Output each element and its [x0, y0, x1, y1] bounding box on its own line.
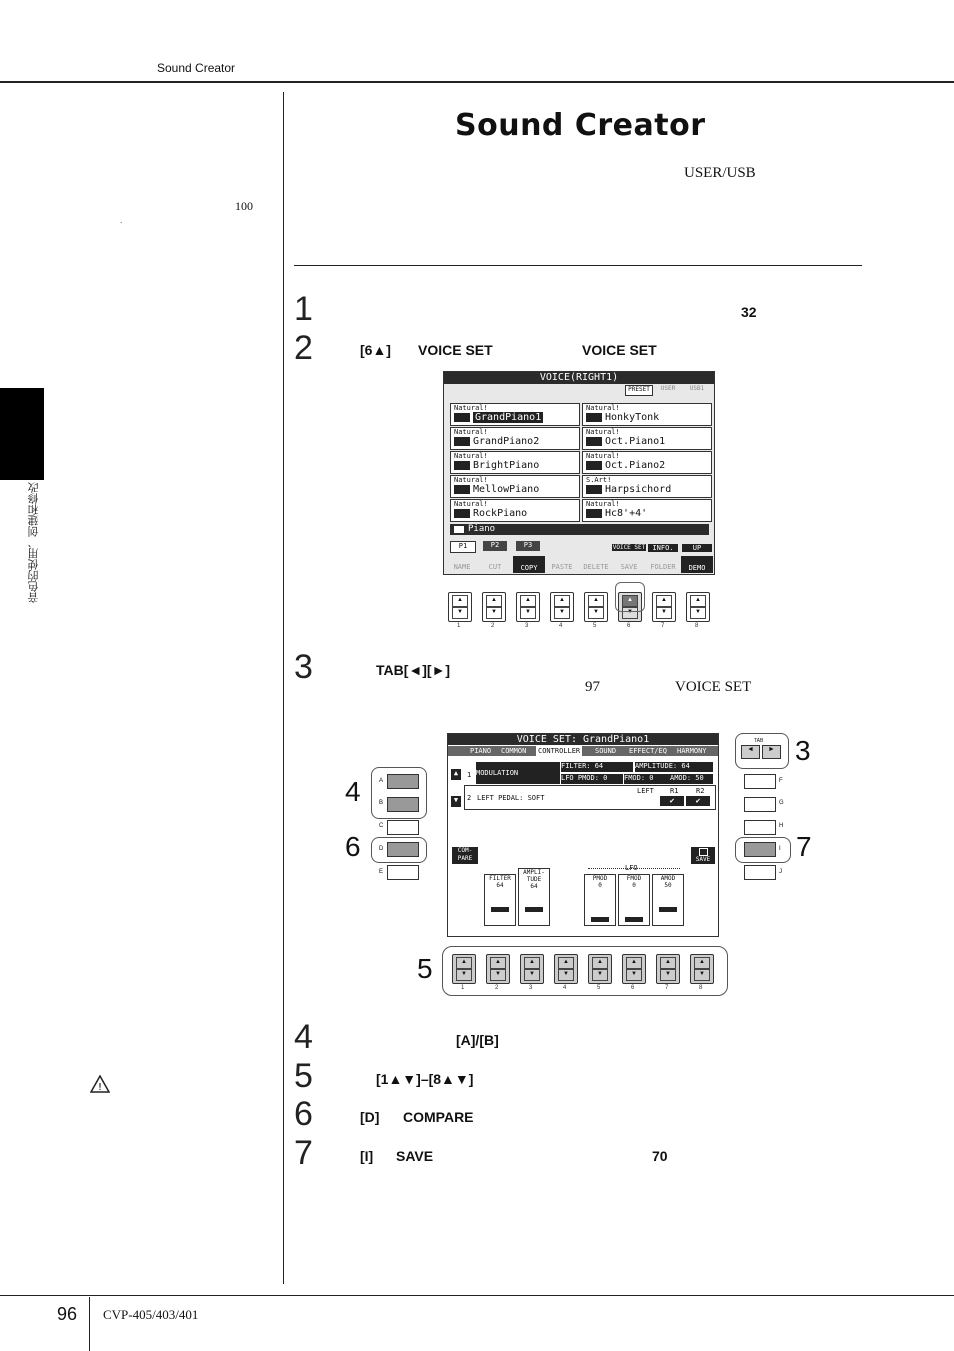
- button-label: 7: [665, 985, 669, 991]
- voice-item[interactable]: Natural! Oct.Piano2: [582, 451, 712, 474]
- step-2-number: 2: [294, 329, 313, 367]
- check-icon[interactable]: ✔: [686, 796, 710, 806]
- side-label: G: [779, 800, 784, 806]
- button-8[interactable]: ▲ ▼: [686, 592, 710, 622]
- button-label: 8: [699, 985, 703, 991]
- harpsichord-icon: [586, 509, 602, 518]
- side-tab-chapter: 音色的使用、创建和修改: [28, 482, 40, 603]
- piano-icon: [454, 485, 470, 494]
- voice-select-screen: [443, 371, 715, 575]
- piano-icon: [454, 509, 470, 518]
- button-label: 6: [627, 623, 631, 629]
- func-demo[interactable]: DEMO: [681, 556, 713, 573]
- callout-5: 5: [417, 953, 433, 984]
- voice-set-screen: [447, 733, 719, 937]
- side-tab-block: [0, 388, 44, 480]
- voice-item[interactable]: Natural! MellowPiano: [450, 475, 580, 498]
- row1-lfo-pmod[interactable]: LFO PMOD: 0: [561, 774, 623, 784]
- screen1-tab-usb1[interactable]: USB1: [689, 385, 705, 392]
- lfo-group-label: LFO: [625, 864, 638, 872]
- harpsichord-icon: [586, 485, 602, 494]
- slider-amplitude[interactable]: [518, 868, 550, 926]
- step-5-number: 5: [294, 1057, 313, 1095]
- folder-name: Piano: [468, 524, 496, 534]
- button-label: 2: [495, 985, 499, 991]
- row2-col-r1: R1: [670, 787, 679, 795]
- section-rule: [294, 265, 862, 266]
- button-e[interactable]: [387, 865, 419, 880]
- button-6-highlight: [615, 582, 645, 612]
- step-3-ref: 97: [585, 679, 600, 695]
- step-2-label2: VOICE SET: [582, 342, 657, 358]
- warning-icon: [90, 1075, 110, 1098]
- button-5[interactable]: ▲ ▼: [584, 592, 608, 622]
- voice-item[interactable]: Natural! Hc8'+4': [582, 499, 712, 522]
- button-label: 5: [597, 985, 601, 991]
- callout-7: 7: [796, 831, 812, 862]
- step-7-ref: 70: [652, 1148, 668, 1164]
- tab-effect-eq[interactable]: EFFECT/EQ: [629, 747, 667, 755]
- tab-right-button[interactable]: ►: [762, 745, 781, 759]
- button-label: 6: [631, 985, 635, 991]
- folder-icon: [454, 526, 464, 533]
- button-8[interactable]: ▲ ▼: [690, 954, 714, 984]
- compare-button[interactable]: COM-PARE: [452, 847, 478, 864]
- button-d[interactable]: [387, 842, 419, 857]
- step-3-label: VOICE SET: [675, 679, 752, 695]
- step-6-number: 6: [294, 1095, 313, 1133]
- slider-label: PMOD: [592, 875, 608, 882]
- intro-page-ref: 100: [235, 199, 253, 213]
- button-g[interactable]: [744, 797, 776, 812]
- row1-amplitude[interactable]: AMPLITUDE: 64: [635, 762, 713, 772]
- button-label: 1: [457, 623, 461, 629]
- tab-harmony[interactable]: HARMONY: [677, 747, 707, 755]
- func-delete[interactable]: DELETE: [583, 563, 609, 571]
- side-label: E: [379, 869, 384, 875]
- row2-col-left: LEFT: [637, 787, 654, 795]
- tab-controller[interactable]: CONTROLLER: [538, 747, 581, 755]
- tab-label: TAB: [754, 738, 764, 744]
- slider-pmod[interactable]: [584, 874, 616, 926]
- side-label: J: [779, 869, 782, 875]
- folder-bar: [450, 524, 709, 535]
- button-5[interactable]: ▲ ▼: [588, 954, 612, 984]
- slider-knob: [659, 907, 677, 912]
- piano-icon: [586, 461, 602, 470]
- running-title: Sound Creator: [157, 61, 236, 75]
- piano-icon: [454, 413, 470, 422]
- lfo-group-line: [588, 868, 680, 869]
- button-label: 3: [529, 985, 533, 991]
- slider-filter[interactable]: [484, 874, 516, 926]
- tab-left-button[interactable]: ◄: [741, 745, 760, 759]
- func-paste[interactable]: PASTE: [551, 563, 573, 571]
- slider-value: 0: [598, 882, 602, 889]
- step-5-button: [1▲▼]–[8▲▼]: [376, 1071, 474, 1087]
- side-label: A: [379, 778, 384, 784]
- tab-piano[interactable]: PIANO: [470, 747, 492, 755]
- slider-amod[interactable]: [652, 874, 684, 926]
- row1-amod[interactable]: AMOD: 50: [670, 774, 713, 784]
- voice-item[interactable]: Natural! GrandPiano2: [450, 427, 580, 450]
- row1-filter[interactable]: FILTER: 64: [561, 762, 633, 772]
- save-button[interactable]: [691, 847, 715, 864]
- tab-sound[interactable]: SOUND: [595, 747, 617, 755]
- button-label: 2: [491, 623, 495, 629]
- row1-number: 1: [467, 771, 472, 779]
- button-1[interactable]: ▲ ▼: [448, 592, 472, 622]
- piano-icon: [586, 437, 602, 446]
- func-cut[interactable]: CUT: [488, 563, 502, 571]
- screen1-func-voiceset[interactable]: VOICE SET: [612, 544, 646, 551]
- button-c[interactable]: [387, 820, 419, 835]
- voice-item[interactable]: Natural! HonkyTonk: [582, 403, 712, 426]
- model-name: CVP-405/403/401: [103, 1307, 199, 1322]
- button-2[interactable]: ▲ ▼: [482, 592, 506, 622]
- footer-divider: [89, 1297, 90, 1351]
- step-3-button: TAB[◄][►]: [376, 662, 451, 678]
- voice-item[interactable]: Natural! RockPiano: [450, 499, 580, 522]
- column-divider: [283, 92, 284, 1284]
- slider-label: FMOD: [626, 875, 642, 882]
- slider-label: AMPLI-TUDE: [523, 869, 545, 883]
- step-2-label1: VOICE SET: [418, 342, 493, 358]
- page-title: Sound Creator: [455, 108, 706, 143]
- button-4[interactable]: ▲ ▼: [550, 592, 574, 622]
- row2-col-r2: R2: [696, 787, 705, 795]
- step-6-label: COMPARE: [403, 1109, 474, 1125]
- save-label: SAVE: [695, 856, 711, 863]
- screen2-tab-row: [448, 746, 718, 756]
- slider-value: 64: [496, 882, 504, 889]
- button-1[interactable]: ▲ ▼: [452, 954, 476, 984]
- button-6[interactable]: ▲ ▼: [622, 954, 646, 984]
- button-label: 3: [525, 623, 529, 629]
- button-j[interactable]: [744, 865, 776, 880]
- step-7-label: SAVE: [396, 1148, 434, 1164]
- voice-item[interactable]: Natural! Oct.Piano1: [582, 427, 712, 450]
- step-1-number: 1: [294, 290, 313, 328]
- header-rule: [0, 81, 954, 83]
- piano-icon: [454, 437, 470, 446]
- tab-common[interactable]: COMMON: [501, 747, 527, 755]
- step-4-button: [A]/[B]: [456, 1032, 499, 1048]
- button-label: 4: [559, 623, 563, 629]
- callout-6: 6: [345, 831, 361, 862]
- screen1-page-p1[interactable]: P1: [450, 541, 476, 553]
- func-save[interactable]: SAVE: [620, 563, 638, 571]
- side-label: H: [779, 823, 784, 829]
- step-3-number: 3: [294, 648, 313, 686]
- step-1-ref: 32: [741, 304, 757, 320]
- slider-value: 64: [530, 883, 538, 890]
- button-label: 1: [461, 985, 465, 991]
- side-label: F: [779, 778, 783, 784]
- slider-value: 50: [664, 882, 672, 889]
- slider-fmod[interactable]: [618, 874, 650, 926]
- slider-knob: [525, 907, 543, 912]
- scroll-down-icon[interactable]: ▼: [451, 796, 461, 807]
- button-4[interactable]: ▲ ▼: [554, 954, 578, 984]
- slider-knob: [625, 917, 643, 922]
- disk-icon: [699, 848, 708, 856]
- page-number: 96: [57, 1304, 78, 1324]
- func-name[interactable]: NAME: [453, 563, 471, 571]
- svg-text:!: !: [97, 1082, 103, 1093]
- button-label: 8: [695, 623, 699, 629]
- screen1-page-p2[interactable]: P2: [483, 541, 507, 551]
- side-label: D: [379, 846, 384, 852]
- screen1-tab-user[interactable]: USER: [660, 385, 676, 392]
- func-folder[interactable]: FOLDER: [650, 563, 676, 571]
- button-f[interactable]: [744, 774, 776, 789]
- button-i[interactable]: [744, 842, 776, 857]
- check-icon[interactable]: ✔: [660, 796, 684, 806]
- screen2-title: VOICE SET: GrandPiano1: [448, 734, 718, 745]
- button-label: 5: [593, 623, 597, 629]
- step-4-number: 4: [294, 1018, 313, 1056]
- screen1-func-info[interactable]: INFO.: [648, 544, 678, 552]
- side-label: B: [379, 800, 384, 806]
- button-7[interactable]: ▲ ▼: [652, 592, 676, 622]
- row1-label[interactable]: MODULATION: [476, 762, 560, 784]
- scroll-up-icon[interactable]: ▲: [451, 769, 461, 780]
- piano-icon: [454, 461, 470, 470]
- button-label: 7: [661, 623, 665, 629]
- screen1-func-row: [444, 556, 714, 573]
- intro-dot: .: [120, 216, 123, 225]
- intro-user-usb: USER/USB: [684, 165, 756, 181]
- slider-value: 0: [632, 882, 636, 889]
- voice-item[interactable]: Natural! BrightPiano: [450, 451, 580, 474]
- row2-number: 2: [467, 794, 472, 802]
- callout-4: 4: [345, 776, 361, 807]
- row1-fmod[interactable]: FMOD: 0: [624, 774, 670, 784]
- func-copy[interactable]: COPY: [513, 556, 545, 573]
- slider-label: FILTER: [489, 875, 511, 882]
- button-h[interactable]: [744, 820, 776, 835]
- footer-rule: [0, 1295, 954, 1296]
- button-label: 4: [563, 985, 567, 991]
- voice-item[interactable]: S.Art! Harpsichord: [582, 475, 712, 498]
- button-6[interactable]: ▲ ▼: [618, 592, 642, 622]
- side-label: I: [779, 846, 781, 852]
- screen1-func-up[interactable]: UP: [682, 544, 712, 552]
- step-7-number: 7: [294, 1134, 313, 1172]
- side-label: C: [379, 823, 384, 829]
- button-a[interactable]: [387, 774, 419, 789]
- slider-label: AMOD: [660, 875, 676, 882]
- button-3[interactable]: ▲ ▼: [516, 592, 540, 622]
- callout-3: 3: [795, 735, 811, 766]
- step-2-button: [6▲]: [360, 342, 391, 358]
- row2-label[interactable]: LEFT PEDAL: SOFT: [477, 794, 545, 802]
- screen1-page-p3[interactable]: P3: [516, 541, 540, 551]
- step-6-button: [D]: [360, 1109, 380, 1125]
- button-7[interactable]: ▲ ▼: [656, 954, 680, 984]
- slider-knob: [491, 907, 509, 912]
- slider-knob: [591, 917, 609, 922]
- button-3[interactable]: ▲ ▼: [520, 954, 544, 984]
- group-buttons-1-8: [442, 946, 728, 996]
- screen1-tab-preset[interactable]: PRESET: [625, 385, 653, 396]
- piano-icon: [586, 413, 602, 422]
- voice-item[interactable]: Natural! GrandPiano1: [450, 403, 580, 426]
- button-2[interactable]: ▲ ▼: [486, 954, 510, 984]
- button-b[interactable]: [387, 797, 419, 812]
- step-7-button: [I]: [360, 1148, 374, 1164]
- screen1-title: VOICE(RIGHT1): [444, 372, 714, 384]
